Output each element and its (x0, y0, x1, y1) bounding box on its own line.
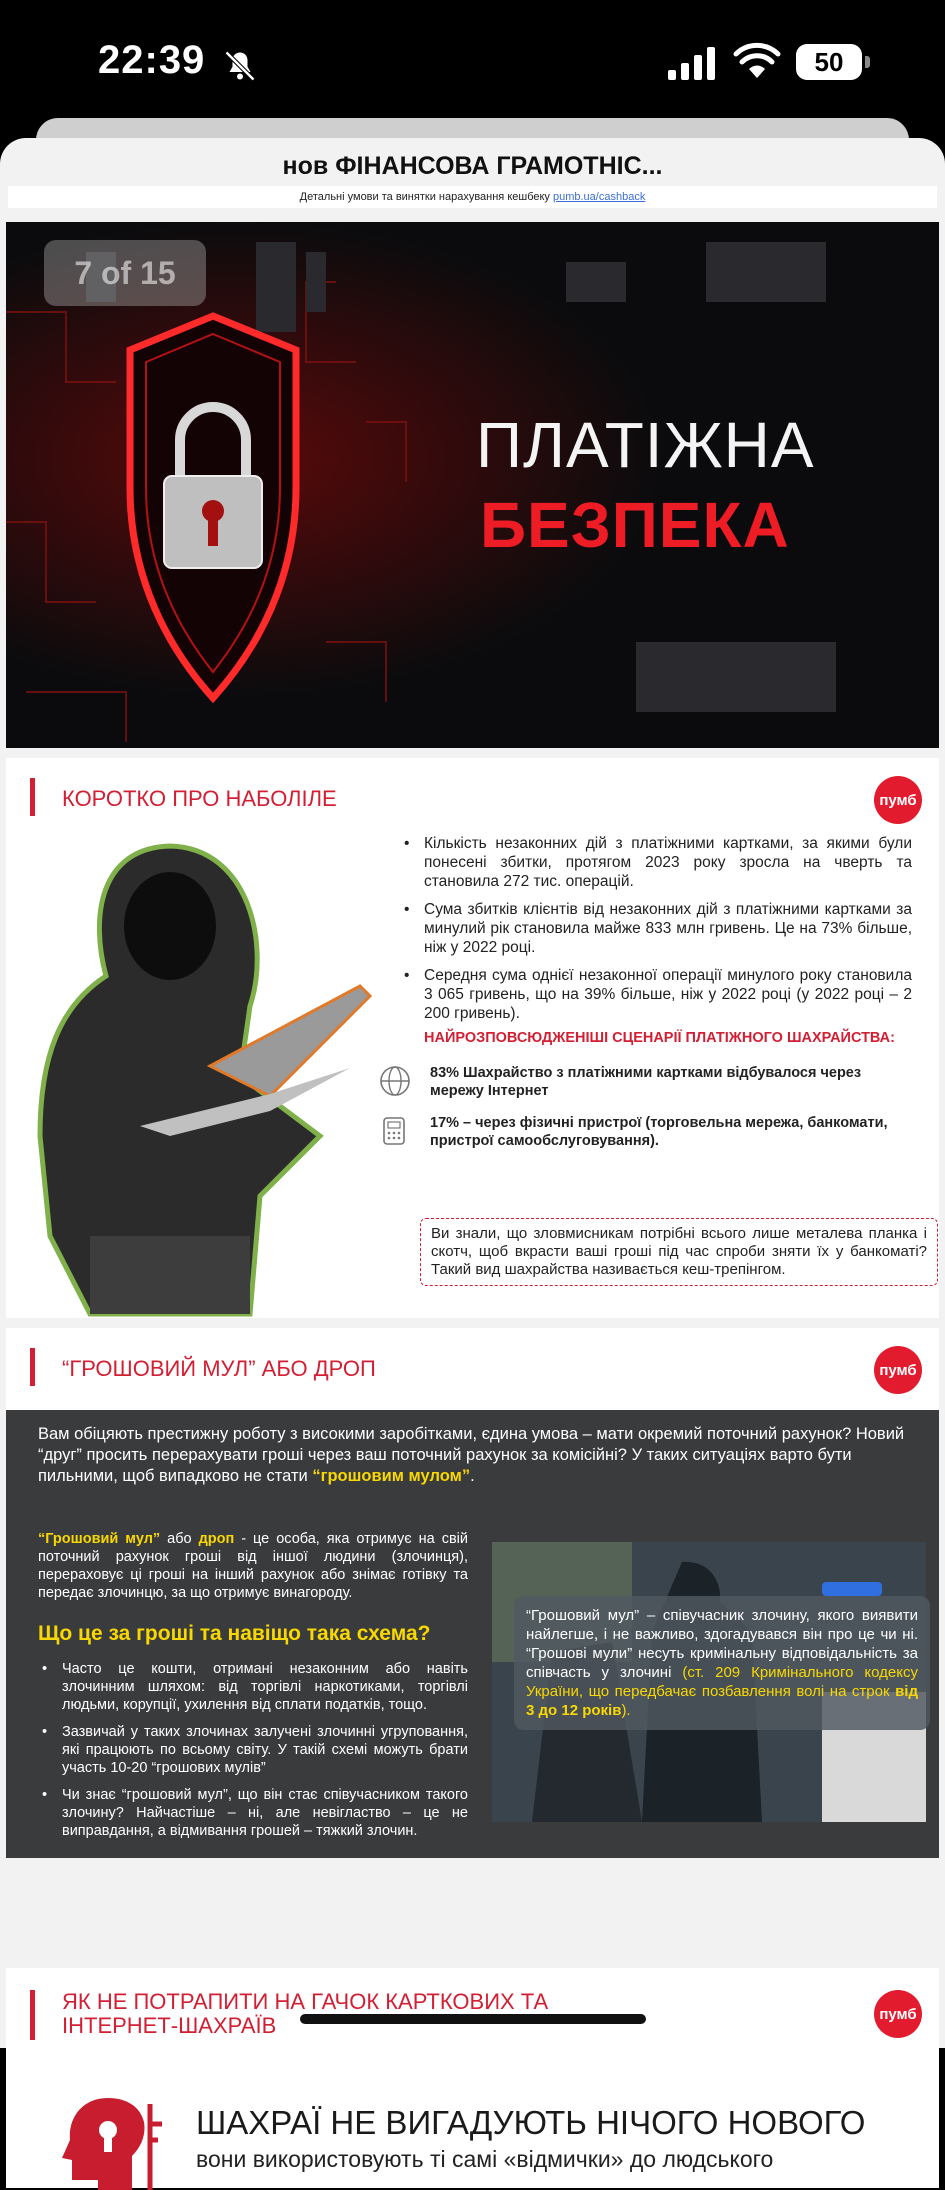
cashback-terms-strip (8, 186, 937, 208)
money-mule-question: Що це за гроші та навіщо така схема? (38, 1622, 431, 1645)
slide-payment-security (6, 222, 939, 748)
slide-avoid-fraud (6, 1968, 939, 2188)
hook-sub-text: вони використовують ті самі «відмички» до людського (196, 2146, 774, 2172)
fraud-stats-list (400, 834, 912, 1032)
scenario-text: 17% – через фізичні пристрої (торговельна мережа, банкомати, пристрої самообслуговування). (430, 1115, 888, 1149)
hero-title-line-1: ПЛАТІЖНА (476, 409, 815, 481)
head-keyhole-icon (62, 2094, 172, 2190)
battery-icon (796, 44, 862, 80)
bell-slash-icon (222, 48, 258, 84)
slide-money-mule (6, 1328, 939, 1858)
list-item: • Чи знає “грошовий мул”, що він стає співучасником такого злочину? Найчастіше – ні, але невігластво – це не виправдання, а відмивання грошей – тяжкий злочин. (38, 1786, 468, 1840)
list-item: • Кількість незаконних дій з платіжними картками, за якими були понесені збитки, протягом 2023 року зросла на чверть та становила 272 тис. операцій. (400, 834, 912, 891)
hook-big-text: ШАХРАЇ НЕ ВИГАДУЮТЬ НІЧОГО НОВОГО (196, 2104, 866, 2141)
wifi-icon (734, 44, 780, 80)
heading-accent-bar (30, 1348, 35, 1386)
cashback-link[interactable]: pumb.ua/cashback (552, 191, 646, 203)
money-mule-intro (38, 1424, 918, 1487)
list-item: • Часто це кошти, отримані незаконним або навіть злочинним шляхом: від торгівлі наркотиками, торгівлі людьми, корупції, ухилення від сплати податків, тощо. (38, 1660, 468, 1714)
cashback-terms-text: Детальні умови та винятки нарахування кешбеку (299, 191, 553, 203)
callout-text: “Грошовий мул” – співучасник злочину, якого виявити найлегше, і не важливо, здогадувався він про це чи ні. “Грошові мули” несуть кримінальну відповідальність за співчасть у злочині (526, 1607, 918, 1681)
term-money-mule: “Грошовий мул” (38, 1531, 161, 1547)
list-item: • Середня сума однієї незаконної операції минулого року становила 3 065 гривень, що на 39% більше, ніж у 2022 році (у 2022 році – 2 200 гривень). (400, 966, 912, 1023)
money-mule-panel (6, 1410, 939, 1858)
callout-end: ). (621, 1702, 631, 1719)
pos-terminal-icon (378, 1114, 412, 1148)
slide-heading: ЯК НЕ ПОТРАПИТИ НА ГАЧОК КАРТКОВИХ ТА ІНТЕРНЕТ-ШАХРАЇВ (62, 1989, 549, 2038)
definition-text: - це особа, яка отримує на свій поточний рахунок гроші від іншої людини (злочинця), перераховує ці гроші на інший рахунок або знімає готівку та передає злочинцю, за що отримує винагороду. (38, 1531, 468, 1601)
slide-fraud-stats (6, 758, 939, 1318)
callout-law-reference: (ст. 209 Кримінального кодексу України, що передбачає позбавлення волі на строк (526, 1664, 918, 1700)
money-mule-callout (514, 1596, 930, 1730)
slide-heading: “ГРОШОВИЙ МУЛ” АБО ДРОП (62, 1356, 376, 1381)
money-mule-definition (38, 1530, 468, 1602)
did-you-know-box: Ви знали, що зловмисникам потрібні всього лише металева планка і скотч, щоб вкрасти ваші гроші під час спроби зняти їх у банкоматі? Такий вид шахрайства називається кеш-трепінгом. (420, 1218, 938, 1286)
heading-accent-bar (30, 1990, 35, 2040)
page-counter: 7 of 15 (44, 240, 206, 306)
cellular-signal-icon (668, 46, 720, 80)
term-drop: дроп (198, 1531, 235, 1547)
clock: 22:39 (98, 38, 206, 82)
document-viewer[interactable] (0, 138, 945, 2172)
definition-connector: або (160, 1531, 199, 1547)
intro-end: . (470, 1467, 475, 1485)
intro-highlight: “грошовим мулом” (312, 1467, 471, 1485)
battery-level: 50 (814, 46, 844, 77)
home-indicator[interactable] (300, 2014, 646, 2024)
document-title[interactable]: нов ФІНАНСОВА ГРАМОТНІС... (282, 152, 663, 180)
police-arrest-photo (492, 1542, 926, 1822)
hero-title-line-2: БЕЗПЕКА (480, 489, 790, 561)
status-bar (0, 0, 945, 135)
heading-accent-bar (30, 778, 35, 816)
money-mule-list (38, 1660, 468, 1849)
shield-lock-icon (118, 308, 308, 708)
list-item: • Зазвичай у таких злочинах залучені злочинні угруповання, які працюють по всьому світу. У такій схемі можуть брати участь 10-20 “грошових мулів” (38, 1723, 468, 1777)
hacker-illustration (20, 836, 380, 1314)
slide-heading: КОРОТКО ПРО НАБОЛІЛЕ (62, 786, 337, 811)
pumb-logo: пумб (874, 776, 922, 824)
scenario-text: 83% Шахрайство з платіжними картками відбувалося через мережу Інтернет (430, 1065, 862, 1099)
scenarios-heading: НАЙРОЗПОВСЮДЖЕНІШІ СЦЕНАРІЇ ПЛАТІЖНОГО ШАХРАЙСТВА: (424, 1030, 895, 1046)
globe-icon (378, 1064, 412, 1098)
intro-text: Вам обіцяють престижну роботу з високими заробітками, єдина умова – мати окремий поточний рахунок? Новий “друг” просить перерахувати гроші через ваш поточний рахунок за комісійні? У таких ситуаціях варто бути пильними, щоб випадково не стати (38, 1425, 905, 1485)
pumb-logo: пумб (874, 1990, 922, 2038)
pumb-logo: пумб (874, 1346, 922, 1394)
callout-sentence: від 3 до 12 років (526, 1683, 918, 1719)
list-item: • Сума збитків клієнтів від незаконних дій з платіжними картками за минулий рік становила майже 833 млн гривень. Це на 73% більше, ніж у 2022 році. (400, 900, 912, 957)
